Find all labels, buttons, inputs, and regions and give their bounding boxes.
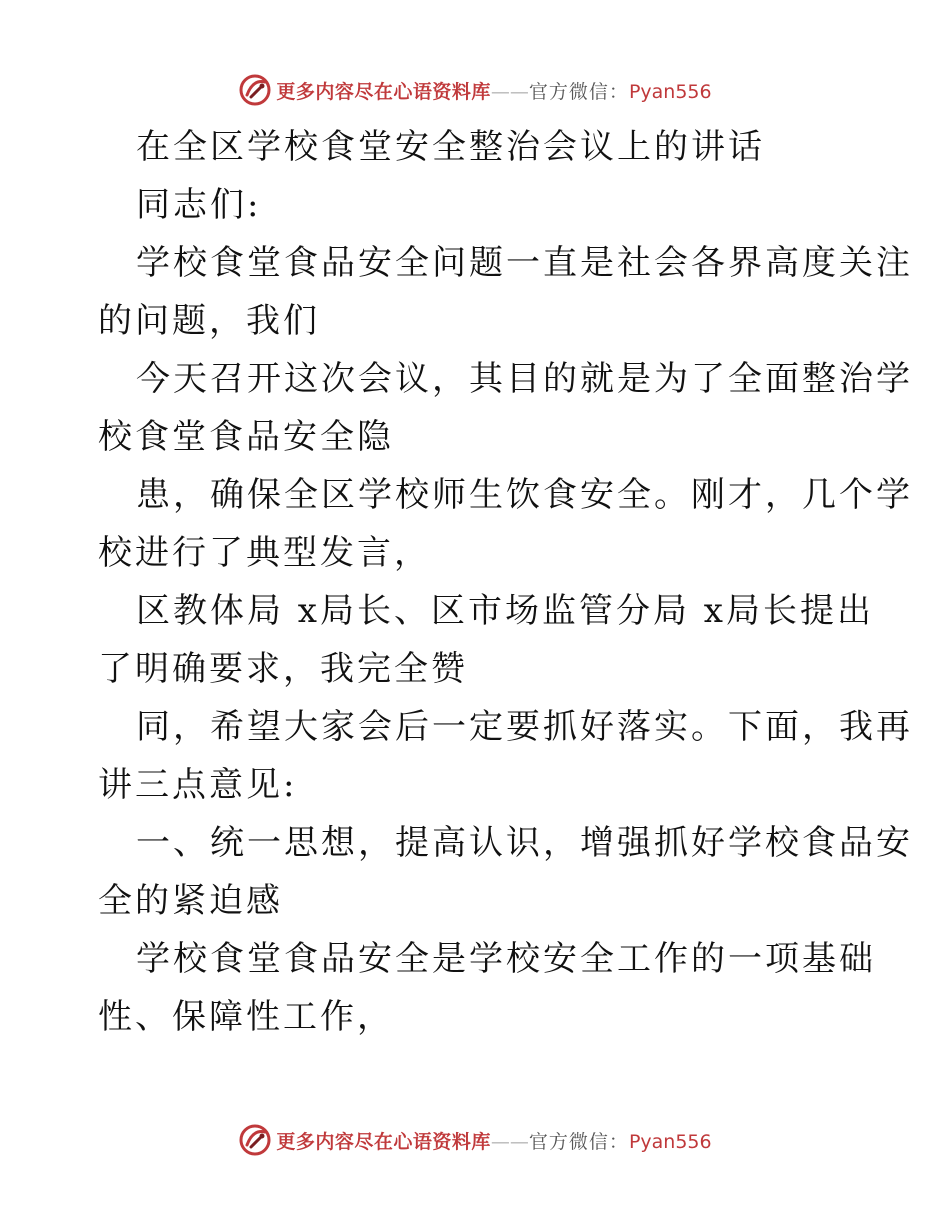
footer-wechat-id: Pyan556 [628, 1130, 712, 1153]
footer-dash: —— [490, 1130, 529, 1153]
header-main-text: 更多内容尽在心语资料库 [276, 80, 491, 103]
paragraph-line: 的问题，我们 [98, 301, 320, 341]
header-watermark [0, 68, 950, 112]
header-wechat-id: Pyan556 [628, 80, 712, 103]
paragraph-line: 区教体局 x局长、区市场监管分局 x局长提出 [136, 591, 874, 631]
header-sub-text: 官方微信： [528, 80, 629, 103]
paragraph-line: 校进行了典型发言， [98, 533, 431, 573]
paragraph-line: 学校食堂食品安全问题一直是社会各界高度关注 [136, 243, 913, 283]
logo-icon [238, 73, 272, 107]
paragraph-line: 学校食堂食品安全是学校安全工作的一项基础 [136, 939, 876, 979]
document-title: 在全区学校食堂安全整治会议上的讲话 [136, 127, 765, 167]
paragraph-line: 患，确保全区学校师生饮食安全。刚才，几个学 [136, 475, 913, 515]
section-heading-cont: 全的紧迫感 [98, 881, 283, 921]
salutation: 同志们: [136, 185, 262, 225]
footer-sub-text: 官方微信： [528, 1130, 629, 1153]
paragraph-line: 校食堂食品安全隐 [98, 417, 394, 457]
paragraph-line: 了明确要求，我完全赞 [98, 649, 468, 689]
paragraph-line: 性、保障性工作， [98, 997, 394, 1037]
section-heading: 一、统一思想，提高认识，增强抓好学校食品安 [136, 823, 913, 863]
paragraph-line: 今天召开这次会议，其目的就是为了全面整治学 [136, 359, 913, 399]
footer-main-text: 更多内容尽在心语资料库 [276, 1130, 491, 1153]
document-body [98, 118, 913, 1046]
logo-icon [238, 1123, 272, 1157]
footer-watermark [0, 1118, 950, 1162]
paragraph-line: 讲三点意见: [98, 765, 298, 805]
paragraph-line: 同，希望大家会后一定要抓好落实。下面，我再 [136, 707, 913, 747]
header-dash: —— [490, 80, 529, 103]
